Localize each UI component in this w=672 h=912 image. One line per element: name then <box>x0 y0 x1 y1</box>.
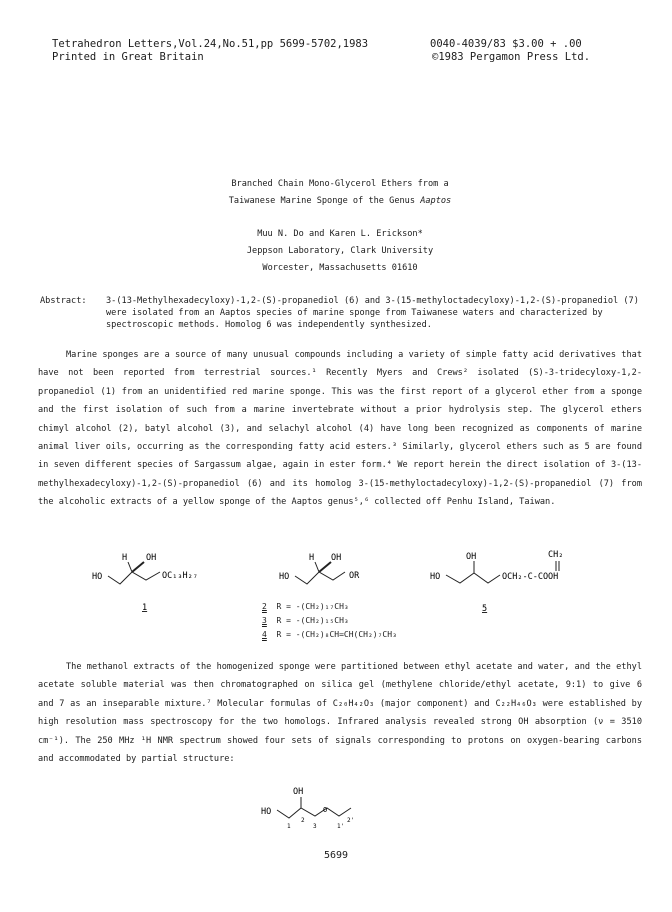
r-definitions <box>262 600 397 642</box>
partial-c2p: 2' <box>347 817 355 824</box>
price-code: 0040-4039/83 $3.00 + .00 <box>430 38 582 50</box>
structure-5-number: 5 <box>482 604 488 614</box>
paragraph-intro <box>38 346 642 512</box>
structure-2-oh: OH <box>331 553 342 563</box>
partial-o: O <box>323 806 328 814</box>
partial-c3: 3 <box>313 823 317 830</box>
structure-5-ho: HO <box>430 572 441 582</box>
r-def-2 <box>262 600 397 614</box>
partial-c1: 1 <box>287 823 291 830</box>
structure-2-h: H <box>309 553 315 563</box>
affiliation-line-1: Jeppson Laboratory, Clark University <box>246 246 434 256</box>
r-def-3-text: R = -(CH₂)₁₅CH₃ <box>276 616 349 625</box>
page-number: 5699 <box>323 850 349 861</box>
partial-c1p: 1' <box>337 823 345 830</box>
r-def-3-num: 3 <box>262 616 267 625</box>
structure-1-oh: OH <box>146 553 157 563</box>
title-line-2-text: Taiwanese Marine Sponge of the Genus <box>228 196 421 206</box>
structure-1 <box>60 548 260 618</box>
structure-1-ho: HO <box>92 572 103 582</box>
affiliation-line-2: Worcester, Massachusetts 01610 <box>262 263 418 273</box>
structure-5-ch2: CH₂ <box>548 550 564 560</box>
structure-5-substituent: OCH₂-C-COOH <box>502 572 559 582</box>
r-def-4 <box>262 628 397 642</box>
r-def-4-num: 4 <box>262 630 267 639</box>
paragraph-isolation <box>38 658 642 768</box>
paragraph-isolation-text: The methanol extracts of the homogenized sponge were partitioned between ethyl acetate and water, and the ethyl acetate soluble material was then chromatographed on silica gel (methylene chloride/ethyl acetate, 9:1) to give 6 and 7 as an inseparable mixture.⁷ Molecular formulas of C₂₀H₄₂O₃ (major component) and C₂₂H₄₆O₃ were established by high resolution mass spectroscopy for the two homologs. Infrared analysis revealed strong OH absorption (ν = 3510 cm⁻¹). The 250 MHz ¹H NMR spectrum showed four sets of signals corresponding to protons on oxygen-bearing carbons and accommodated by partial structure: <box>38 662 642 765</box>
copyright: ©1983 Pergamon Press Ltd. <box>432 51 591 63</box>
structure-1-substituent: OC₁₃H₂₇ <box>162 571 198 581</box>
partial-c2: 2 <box>301 817 305 824</box>
printed-in: Printed in Great Britain <box>52 51 204 63</box>
structure-1-number: 1 <box>142 603 148 613</box>
structure-2-ho: HO <box>279 572 290 582</box>
structure-5 <box>420 545 620 620</box>
title-line-2 <box>40 193 640 210</box>
r-def-2-text: R = -(CH₂)₁₇CH₃ <box>276 602 349 611</box>
partial-ho: HO <box>261 807 272 817</box>
partial-structure <box>255 782 415 832</box>
paragraph-intro-text: Marine sponges are a source of many unusual compounds including a variety of simple fatty acid derivatives that have not been reported from terrestrial sources.¹ Recently Myers and Crews² isolated (S)-3-tridecyloxy-1,2-propanediol (1) from an unidentified red marine sponge. This was the first report of a glycerol ether from a sponge and the first isolation of such from a marine invertebrate without a prior hydrolysis step. The glycerol ethers chimyl alcohol (2), batyl alcohol (3), and selachyl alcohol (4) have long been recognized as components of marine animal liver oils, occurring as the corresponding fatty acid esters.³ Similarly, glycerol ethers such as 5 are found in seven different species of Sargassum algae, again in ester form.⁴ We report herein the direct isolation of 3-(13-methylhexadecyloxy)-1,2-(S)-propanediol (6) and its homolog 3-(15-methyloctadecyloxy)-1,2-(S)-propanediol (7) from the alcoholic extracts of a yellow sponge of the Aaptos genus⁵,⁶ collected off Penhu Island, Taiwan. <box>38 350 642 508</box>
title-genus: Aaptos <box>420 196 452 206</box>
structure-2-4 <box>265 548 395 593</box>
partial-oh: OH <box>293 787 304 797</box>
authors: Muu N. Do and Karen L. Erickson* <box>257 229 423 239</box>
r-def-3 <box>262 614 397 628</box>
r-def-4-text: R = -(CH₂)₈CH=CH(CH₂)₇CH₃ <box>276 630 397 639</box>
r-def-2-num: 2 <box>262 602 267 611</box>
structure-2-or: OR <box>349 571 360 581</box>
structure-5-oh: OH <box>466 552 477 562</box>
paper-title <box>40 176 640 210</box>
journal-citation: Tetrahedron Letters,Vol.24,No.51,pp 5699-5702,1983 <box>52 38 369 50</box>
abstract-label: Abstract: <box>40 296 87 306</box>
abstract-text: 3-(13-Methylhexadecyloxy)-1,2-(S)-propanediol (6) and 3-(15-methyloctadecyloxy)-1,2-(S)-propanediol (7) were isolated from an Aaptos species of marine sponge from Taiwanese waters and characterized by spectroscopic methods. Homolog 6 was independently synthesized. <box>106 296 639 330</box>
structure-1-h: H <box>122 553 128 563</box>
title-line-1: Branched Chain Mono-Glycerol Ethers from a <box>231 179 449 189</box>
